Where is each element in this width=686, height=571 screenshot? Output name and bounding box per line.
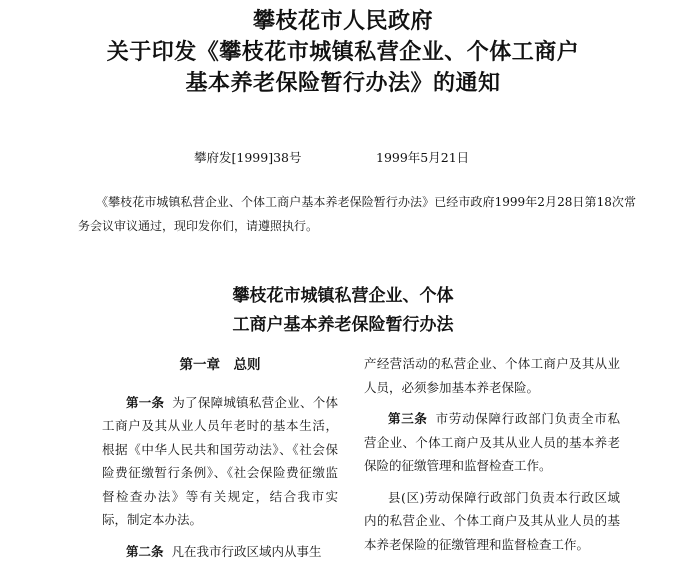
regulation-title [0, 282, 686, 340]
article-number: 第三条 [388, 411, 428, 426]
document-number: 攀府发[1999]38号 [194, 150, 302, 165]
article-3-paragraph-2: 县(区)劳动保障行政部门负责本行政区域内的私营企业、个体工商户及其从业人员的基本养老保险的征缴管理和监督检查工作。 [364, 489, 620, 552]
preamble-paragraph: 《攀枝花市城镇私营企业、个体工商户基本养老保险暂行办法》已经市政府1999年2月28日第18次常务会议审议通过，现印发你们，请遵照执行。 [78, 195, 636, 233]
title-line: 关于印发《攀枝花市城镇私营企业、个体工商户 [106, 40, 580, 65]
left-column [102, 354, 338, 571]
article-number: 第二条 [126, 543, 164, 559]
article-text: 为了保障城镇私营企业、个体工商户及其从业人员年老时的基本生活，根据《中华人民共和国劳动法》、《社会保险费征缴暂行条例》、《社会保险费征缴监督检查办法》等有关规定，结合我市实际，制定本办法。 [102, 394, 338, 527]
document-date: 1999年5月21日 [376, 150, 470, 165]
article-text: 凡在我市行政区域内从事生 [171, 543, 322, 559]
article-text: 市劳动保障行政部门负责全市私营企业、个体工商户及其从业人员的基本养老保险的征缴管理和监督检查工作。 [364, 411, 620, 473]
article-number: 第一条 [126, 394, 165, 410]
chapter-heading: 第一章 总则 [179, 357, 261, 373]
article-2 [102, 540, 338, 564]
article-3 [364, 407, 620, 478]
subtitle-line: 工商户基本养老保险暂行办法 [232, 315, 454, 335]
article-1 [102, 391, 338, 532]
subtitle-line: 攀枝花市城镇私营企业、个体 [232, 286, 454, 306]
right-column [364, 352, 620, 564]
title-line: 基本养老保险暂行办法》的通知 [185, 71, 501, 96]
title-line: 攀枝花市人民政府 [252, 9, 433, 34]
article-2-continuation: 产经营活动的私营企业、个体工商户及其从业人员，必须参加基本养老保险。 [364, 356, 620, 395]
document-title [0, 6, 686, 99]
